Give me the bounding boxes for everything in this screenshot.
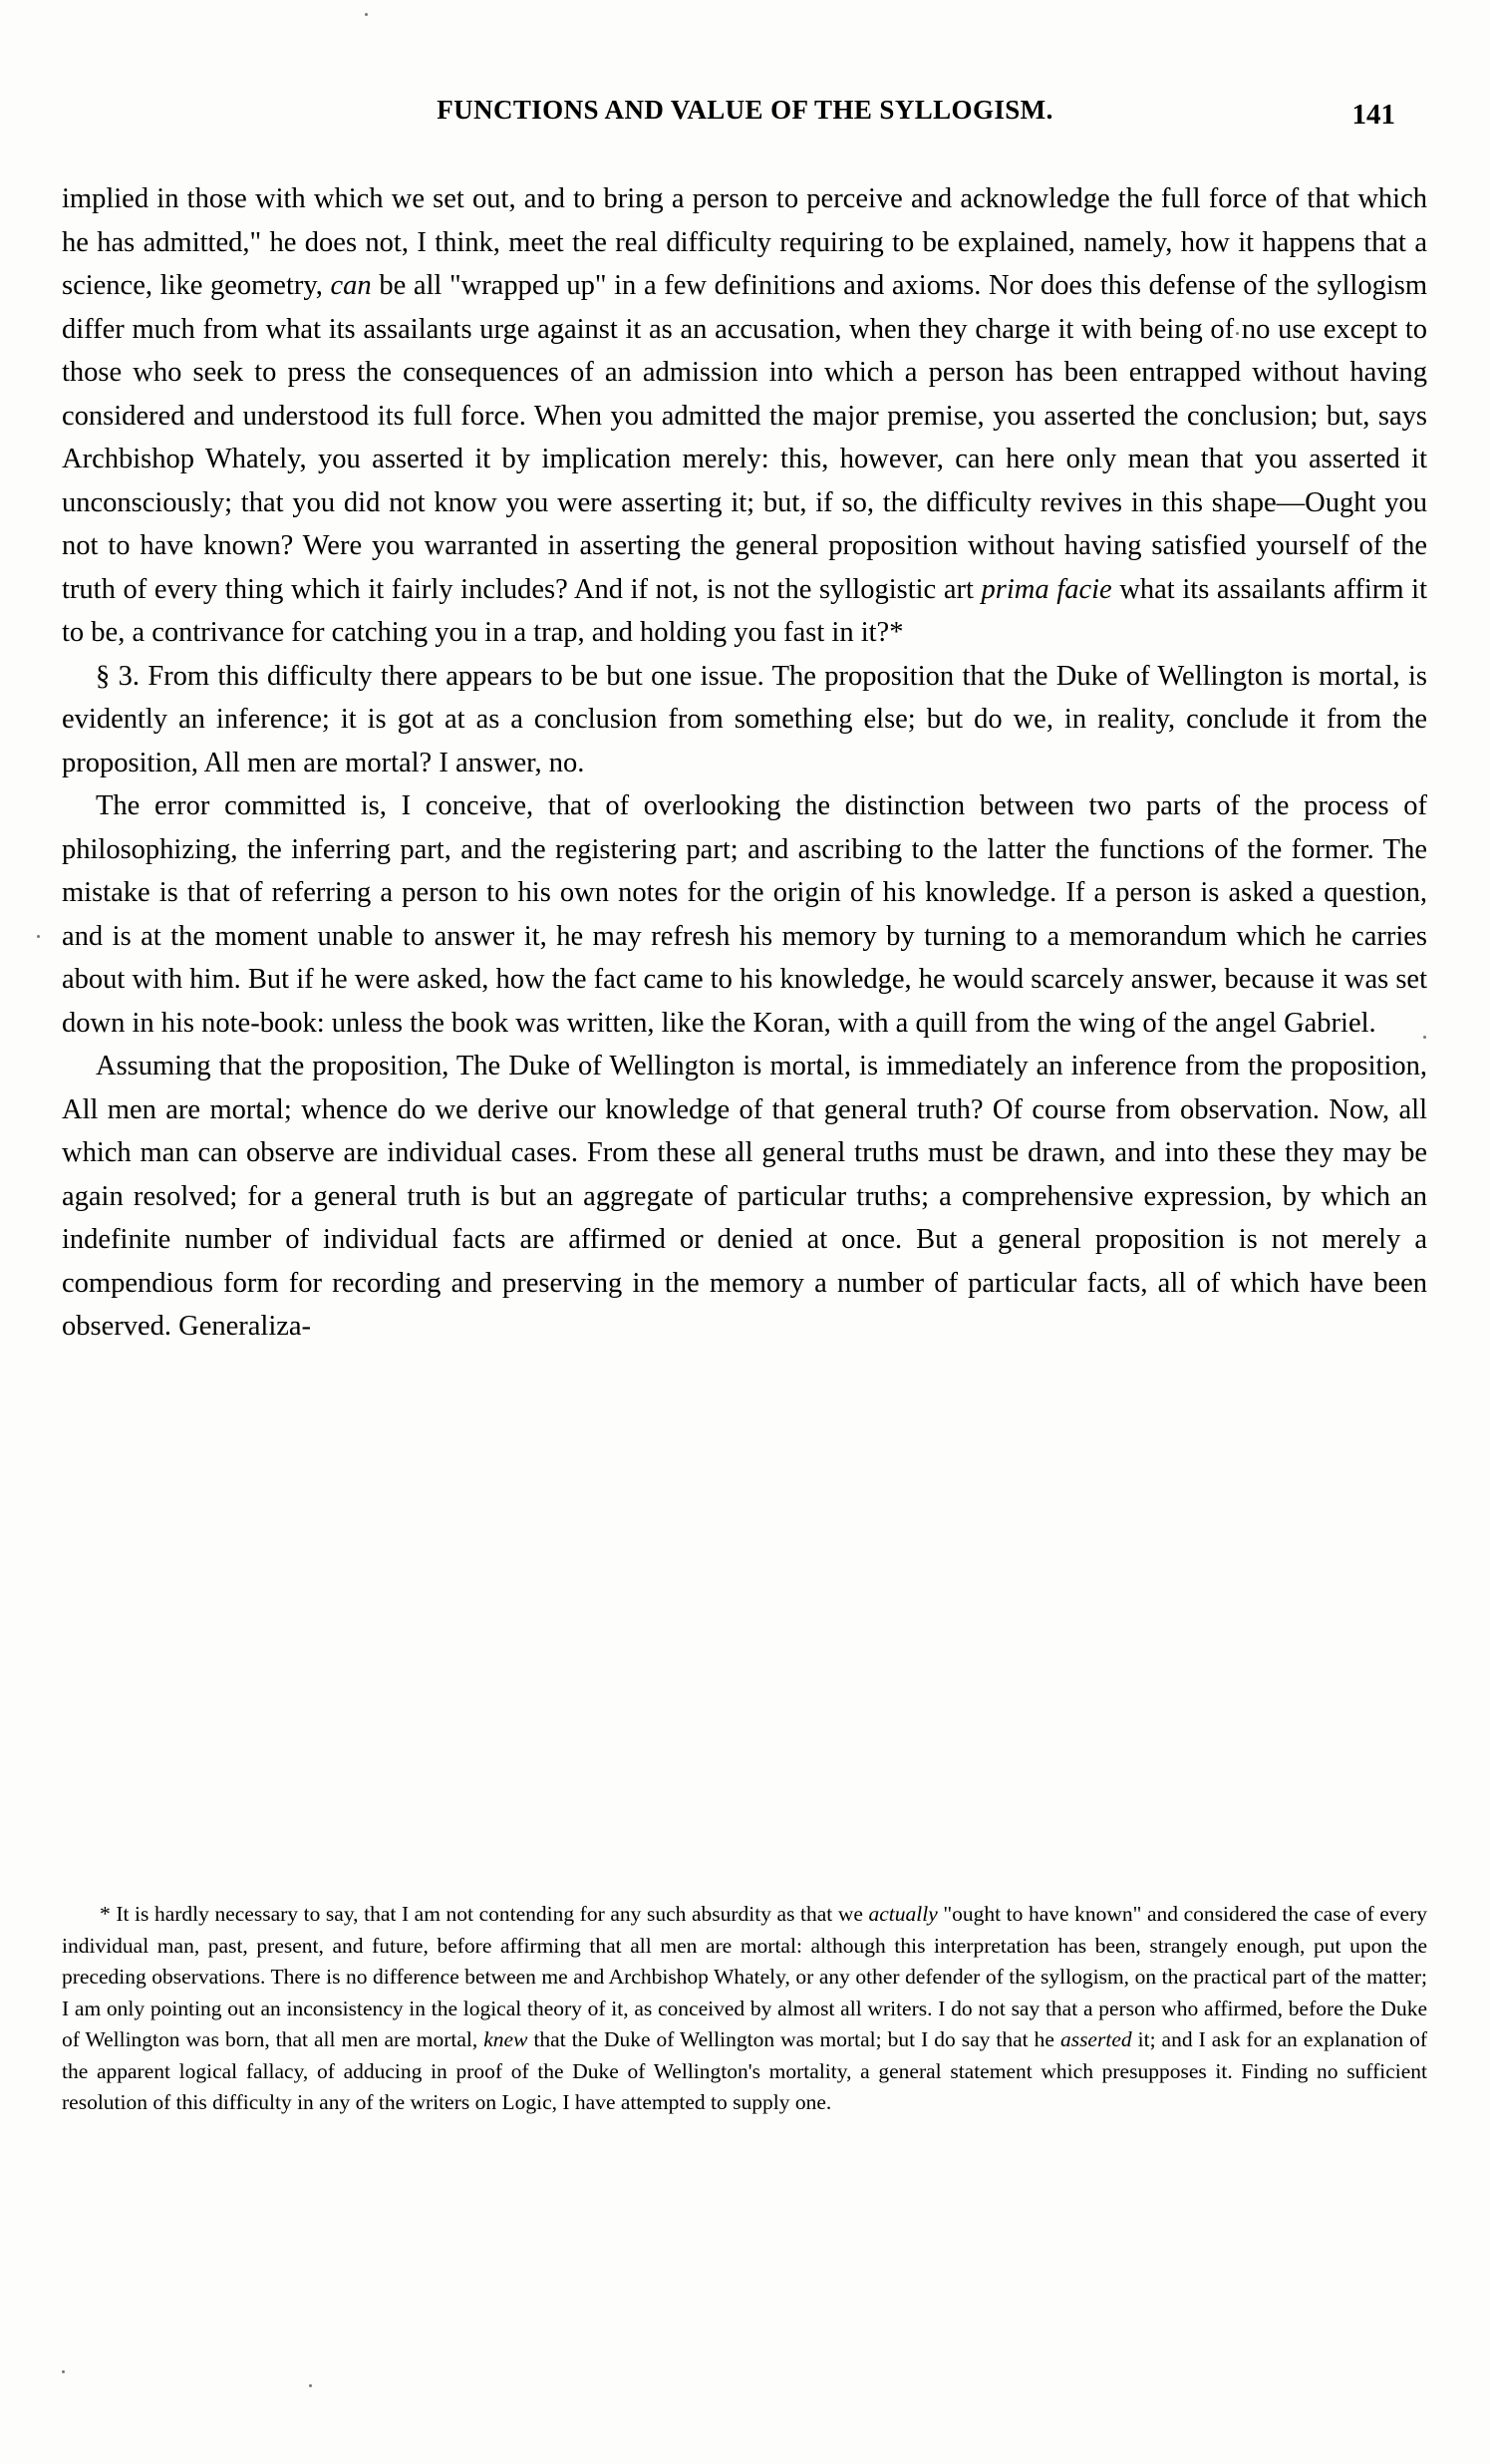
page-speck — [62, 2370, 65, 2373]
page-speck — [37, 935, 40, 938]
page-speck — [309, 2384, 312, 2387]
footnote-text: * It is hardly necessary to say, that I am not contending for any such absurdity as that we actually "ought to have known" and considered the case of every individual man, past, present, and future, before affirming that all men are mortal: although this interpretation has been, strangely enough, put upon the preceding observations. There is no difference between me and Archbishop Whately, or any other defender of the syllogism, on the practical part of the matter; I am only pointing out an inconsistency in the logical theory of it, as conceived by almost all writers. I do not say that a person who affirmed, before the Duke of Wellington was born, that all men are mortal, knew that the Duke of Wellington was mortal; but I do say that he asserted it; and I ask for an explanation of the apparent logical fallacy, of adducing in proof of the Duke of Wellington's mortality, a general statement which presupposes it. Finding no sufficient resolution of this difficulty in any of the writers on Logic, I have attempted to supply one. — [62, 1902, 1427, 2114]
paragraph-1: implied in those with which we set out, and to bring a person to perceive and acknowledge the full force of that which he has admitted," he does not, I think, meet the real difficulty requiring to be explained, namely, how it happens that a science, like geometry, can be all "wrapped up" in a few definitions and axioms. Nor does this defense of the syllogism differ much from what its assailants urge against it as an accusation, when they charge it with being of no use except to those who seek to press the consequences of an admission into which a person has been entrapped without having considered and understood its full force. When you admitted the major premise, you asserted the conclusion; but, says Archbishop Whately, you asserted it by implication merely: this, however, can here only mean that you asserted it unconsciously; that you did not know you were asserting it; but, if so, the difficulty revives in this shape—Ought you not to have known? Were you warranted in asserting the general proposition without having satisfied yourself of the truth of every thing which it fairly includes? And if not, is not the syllogistic art prima facie what its assailants affirm it to be, a contrivance for catching you in a trap, and holding you fast in it?* — [62, 183, 1427, 648]
running-title: FUNCTIONS AND VALUE OF THE SYLLOGISM. — [437, 95, 1053, 125]
page-number: 141 — [1351, 99, 1395, 131]
footnote-block — [62, 1899, 1427, 2119]
body-text — [62, 177, 1427, 1349]
paragraph-4: Assuming that the proposition, The Duke of Wellington is mortal, is immediately an inference from the proposition, All men are mortal; whence do we derive our knowledge of that general truth? Of course from observation. Now, all which man can observe are individual cases. From these all general truths must be drawn, and into these they may be again resolved; for a general truth is but an aggregate of particular truths; a comprehensive expression, by which an indefinite number of individual facts are affirmed or denied at once. But a general proposition is not merely a compendious form for recording and preserving in the memory a number of particular facts, all of which have been observed. Generaliza- — [62, 1051, 1427, 1342]
paragraph-2: § 3. From this difficulty there appears to be but one issue. The proposition that the Duke of Wellington is mortal, is evidently an inference; it is got at as a conclusion from something else; but do we, in reality, conclude it from the proposition, All men are mortal? I answer, no. — [62, 660, 1427, 778]
page-speck — [365, 13, 368, 16]
paragraph-3: The error committed is, I conceive, that of overlooking the distinction between two parts of the process of philosophizing, the inferring part, and the registering part; and ascribing to the latter the functions of the former. The mistake is that of referring a person to his own notes for the origin of his knowledge. If a person is asked a question, and is at the moment unable to answer it, he may refresh his memory by turning to a memorandum which he carries about with him. But if he were asked, how the fact came to his knowledge, he would scarcely answer, because it was set down in his note-book: unless the book was written, like the Koran, with a quill from the wing of the angel Gabriel. — [62, 790, 1427, 1039]
page-header — [0, 95, 1490, 135]
